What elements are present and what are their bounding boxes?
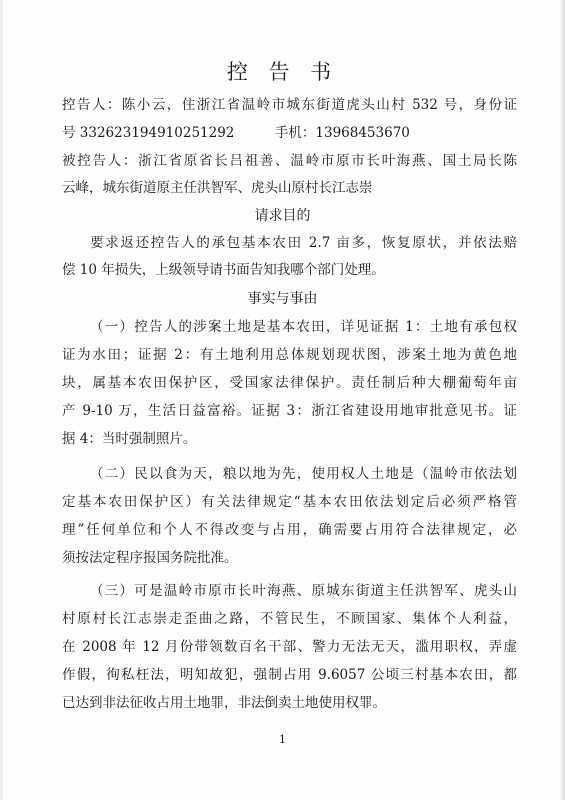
para3-line-5: 已达到非法征收占用土地罪，非法倒卖土地使用权罪。 [62, 695, 386, 711]
para3-line-3: 在 2008 年 12 月份带领数百名干部、警力无法无天，滥用职权，弄虚 [62, 639, 517, 655]
request-line-1: 要求返还控告人的承包基本农田 2.7 亩多，恢复原状，并依法赔 [90, 235, 517, 251]
page-number: 1 [279, 733, 286, 746]
para3-line-2: 村原村长江志崇走歪曲之路，不管民生，不顾国家、集体个人利益， [62, 611, 517, 627]
para1-line-4: 产 9-10 万，生活日益富裕。证据 3：浙江省建设用地审批意见书。证 [62, 403, 517, 419]
request-heading: 请求目的 [254, 208, 311, 224]
para2-line-3: 理”任何单位和个人不得改变与占用，确需要占用符合法律规定，必 [62, 522, 517, 538]
para1-line-3: 块，属基本农田保护区，受国家法律保护。责任制后种大棚葡萄年亩 [62, 375, 517, 391]
para3-line-1: （三）可是温岭市原市长叶海燕、原城东街道主任洪智军、虎头山 [90, 583, 517, 599]
para3-line-4: 作假，徇私枉法，明知故犯，强制占用 9.6057 公顷三村基本农田，都 [62, 667, 517, 683]
facts-heading: 事实与事由 [247, 291, 318, 307]
scan-edge-left [0, 0, 3, 800]
para2-line-4: 须按法定程序报国务院批准。 [62, 550, 238, 566]
complainant-line-2: 号 332623194910251292 手机：13968453670 [62, 125, 410, 141]
para2-line-2: 定基本农田保护区）有关法律规定“基本农田依法划定后必须严格管 [62, 494, 517, 510]
complainant-line-1: 控告人：陈小云，住浙江省温岭市城东街道虎头山村 532 号，身份证 [62, 97, 517, 113]
defendants-line-1: 被控告人：浙江省原省长吕祖善、温岭市原市长叶海燕、国土局长陈 [62, 153, 517, 169]
scan-edge-right [559, 0, 565, 800]
para2-line-1: （二）民以食为天，粮以地为先，使用权人土地是（温岭市依法划 [90, 466, 517, 482]
document-title: 控 告 书 [226, 60, 339, 84]
para1-line-2: 证为水田；证据 2：有土地利用总体规划现状图，涉案土地为黄色地 [62, 347, 517, 363]
para1-line-1: （一）控告人的涉案土地是基本农田，详见证据 1：土地有承包权 [90, 319, 517, 335]
defendants-line-2: 云峰，城东街道原主任洪智军、虎头山原村长江志崇 [62, 180, 373, 196]
para1-line-5: 据 4：当时强制照片。 [62, 431, 197, 447]
request-line-2: 偿 10 年损失，上级领导请书面告知我哪个部门处理。 [62, 262, 385, 278]
